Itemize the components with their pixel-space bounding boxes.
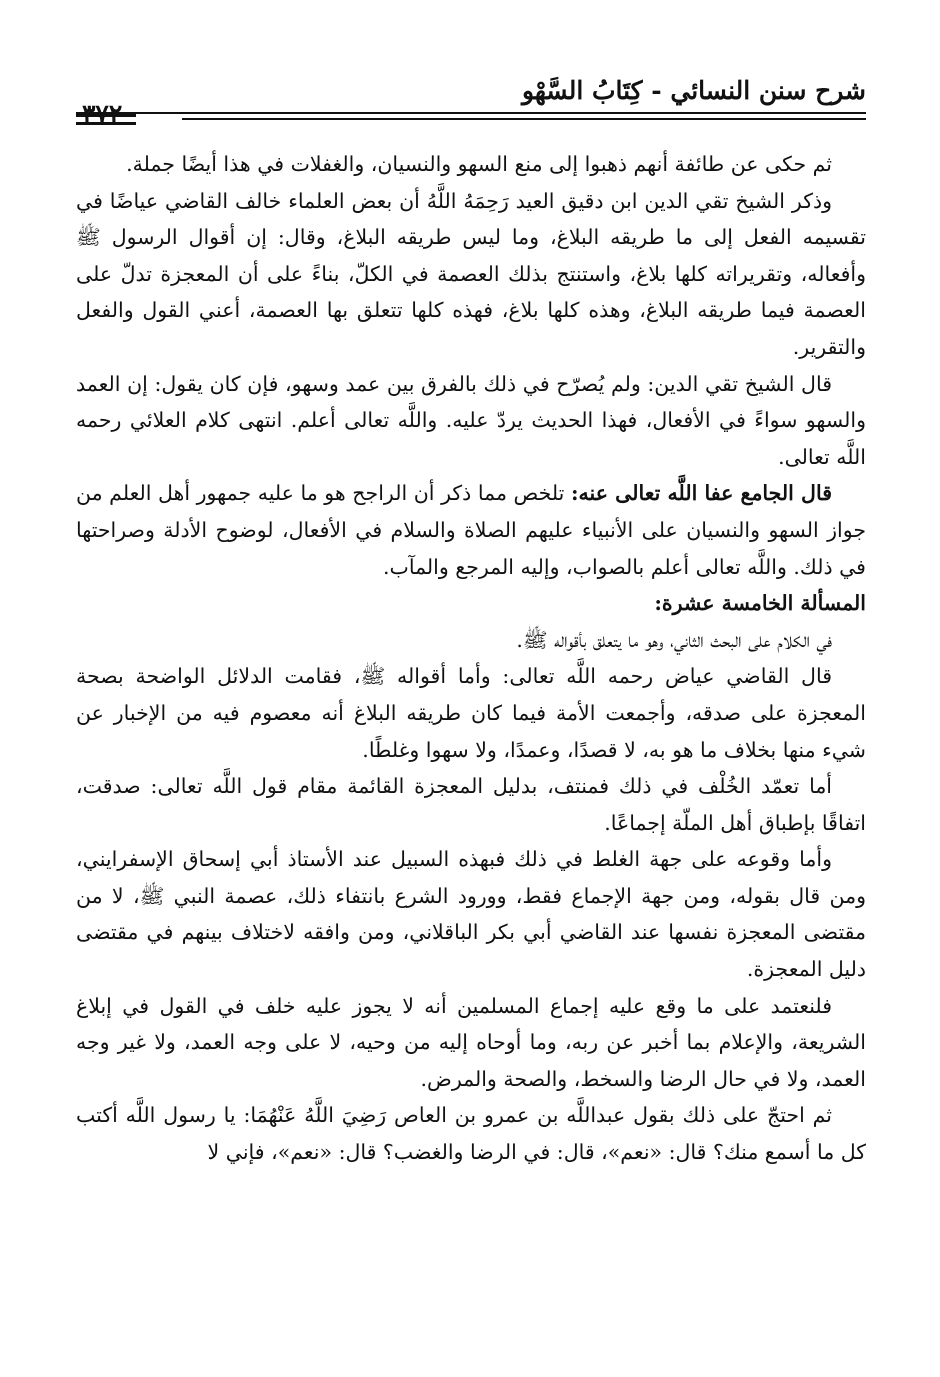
header-rule [76,112,866,114]
paragraph: فلنعتمد على ما وقع عليه إجماع المسلمين أنه لا يجوز عليه خلف في القول في إبلاغ الشريعة، والإعلام بما أخبر عن ربه، وما أوحاه إليه من وحيه، لا على وجه العمد، ولا غير وجه العمد، ولا في حال الرضا والسخط، والصحة والمرض. [76,993,866,1091]
header-rule-inner [182,118,866,120]
paragraph: ثم احتجّ على ذلك بقول عبداللَّه بن عمرو بن العاص رَضِيَ اللَّهُ عَنْهُمَا: يا رسول اللَّه أكتب كل ما أسمع منك؟ قال: «نعم»، قال: في الرضا والغضب؟ قال: «نعم»، فإني لا [76,1103,866,1165]
running-title: شرح سنن النسائي - كِتَابُ السَّهْو [521,76,866,105]
paragraph-lead: قال الجامع عفا اللَّه تعالى عنه: [570,481,832,506]
paragraph: أما تعمّد الخُلْف في ذلك فمنتف، بدليل المعجزة القائمة مقام قول اللَّه تعالى: صدقت، اتفاقًا بإطباق أهل الملّة إجماعًا. [76,774,866,835]
paragraph: في الكلام على البحث الثاني، وهو ما يتعلق بأقواله ﷺ. [516,627,832,652]
paragraph: قال الشيخ تقي الدين: ولم يُصرّح في ذلك بالفرق بين عمد وسهو، فإن كان يقول: إن العمد والسهو سواءً في الأفعال، فهذا الحديث يردّ عليه. واللَّه تعالى أعلم. انتهى كلام العلائي رحمه اللَّه تعالى. [76,371,866,469]
paragraph: وأما وقوعه على جهة الغلط في ذلك فبهذه السبيل عند الأستاذ أبي إسحاق الإسفرايني، ومن قال بقوله، ومن جهة الإجماع فقط، وورود الشرع بانتفاء ذلك، عصمة النبي ﷺ، لا من مقتضى المعجزة نفسها عند القاضي أبي بكر الباقلاني، ومن وافقه لاختلاف بينهم في مقتضى دليل المعجزة. [76,847,866,982]
body-text [76,146,866,1171]
page-number: ٣٧٢ [82,99,123,128]
paragraph: ثم حكى عن طائفة أنهم ذهبوا إلى منع السهو والنسيان، والغفلات في هذا أيضًا جملة. [126,152,832,176]
paragraph: وذكر الشيخ تقي الدين ابن دقيق العيد رَحِمَهُ اللَّهُ أن بعض العلماء خالف القاضي عياضًا في تقسيمه الفعل إلى ما طريقه البلاغ، وما ليس طريقه البلاغ، وقال: إن أقوال الرسول ﷺ وأفعاله، وتقريراته كلها بلاغ، واستنتج بذلك العصمة في الكلّ، بناءً على أن المعجزة تدلّ على العصمة فيما طريقه البلاغ، وهذه كلها بلاغ، فهذه كلها تتعلق بها العصمة، أعني القول والفعل والتقرير. [76,188,866,359]
paragraph [76,475,866,585]
paragraph-body: تلخص مما ذكر أن الراجح هو ما عليه جمهور أهل العلم من جواز السهو والنسيان على الأنبياء عليهم الصلاة والسلام في الأفعال، لوضوح الأدلة وصراحتها في ذلك. واللَّه تعالى أعلم بالصواب، وإليه المرجع والمآب. [76,481,866,579]
section-heading: المسألة الخامسة عشرة: [654,591,866,616]
paragraph: قال القاضي عياض رحمه اللَّه تعالى: وأما أقواله ﷺ، فقامت الدلائل الواضحة بصحة المعجزة على صدقه، وأجمعت الأمة فيما كان طريقه البلاغ أنه معصوم فيه من الإخبار عن شيء منها بخلاف ما هو به، لا قصدًا، وعمدًا، ولا سهوا وغلطًا. [76,664,866,762]
page-header [76,72,866,132]
